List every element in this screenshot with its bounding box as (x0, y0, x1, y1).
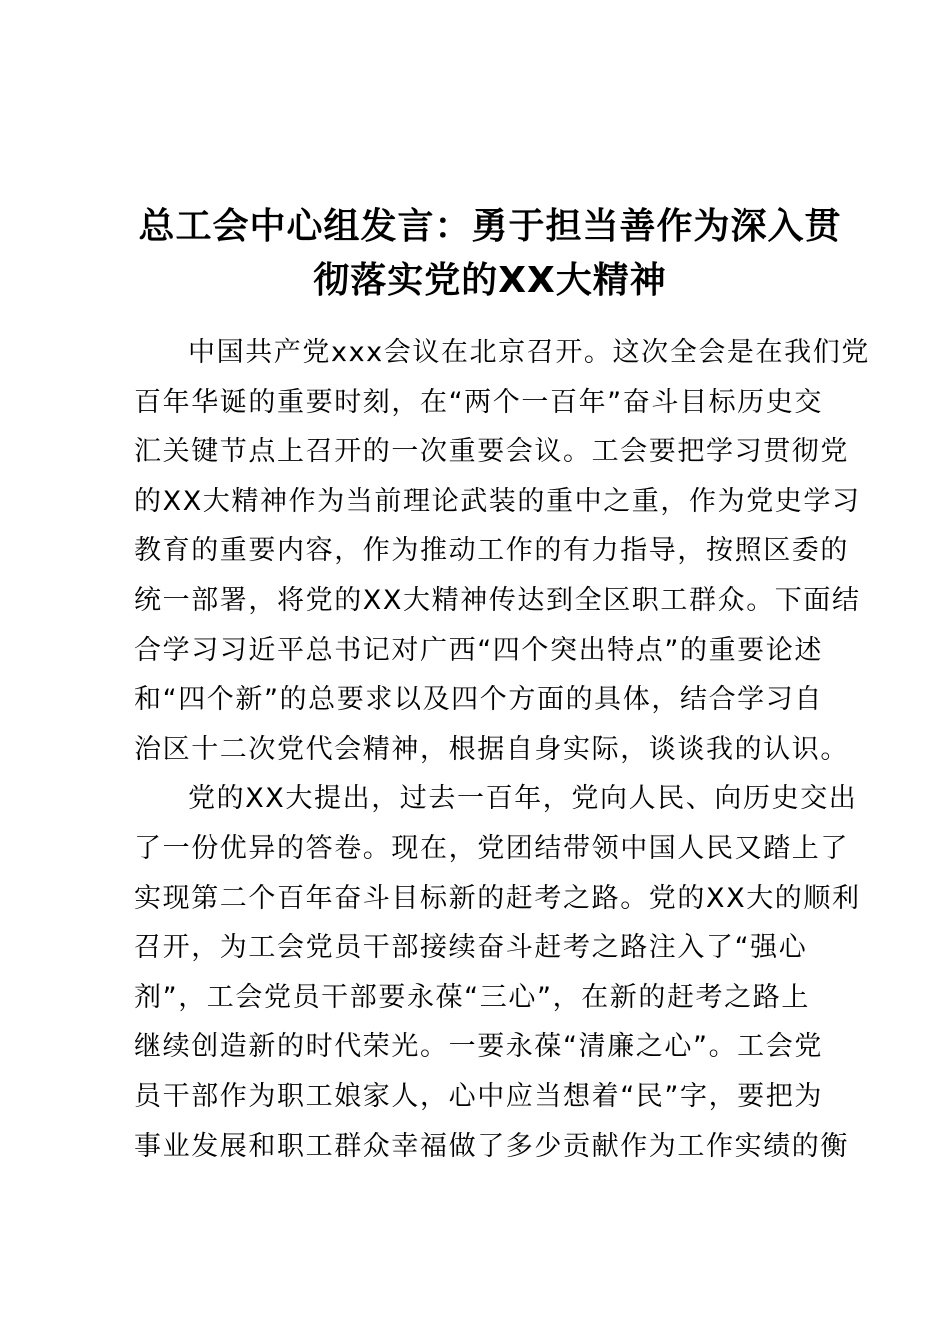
paragraph-2 (134, 774, 861, 1171)
paragraph-line: 党的XX大提出，过去一百年，党向人民、向历史交出 (188, 783, 858, 815)
document-title (130, 200, 850, 308)
paragraph-line: 治区十二次党代会精神，根据自身实际，谈谈我的认识。 (134, 733, 849, 765)
paragraph-line: 的XX大精神作为当前理论武装的重中之重，作为党史学习 (134, 485, 861, 517)
title-line-1: 总工会中心组发言：勇于担当善作为深入贯 (138, 206, 842, 247)
paragraph-line: 召开，为工会党员干部接续奋斗赶考之路注入了“强心 (134, 932, 808, 964)
paragraph-1 (134, 328, 870, 774)
paragraph-line: 员干部作为职工娘家人，心中应当想着“民”字，要把为 (134, 1080, 823, 1112)
title-line-2: 彻落实党的XX大精神 (313, 260, 667, 301)
paragraph-line: 百年华诞的重要时刻，在“两个一百年”奋斗目标历史交 (134, 386, 823, 418)
paragraph-line: 剂”，工会党员干部要永葆“三心”，在新的赶考之路上 (134, 981, 810, 1013)
document-body (134, 328, 870, 1171)
paragraph-line: 实现第二个百年奋斗目标新的赶考之路。党的XX大的顺利 (134, 882, 861, 914)
paragraph-line: 继续创造新的时代荣光。一要永葆“清廉之心”。工会党 (134, 1031, 823, 1063)
paragraph-line: 中国共产党xxx会议在北京召开。这次全会是在我们党 (188, 337, 870, 368)
paragraph-line: 教育的重要内容，作为推动工作的有力指导，按照区委的 (134, 535, 849, 567)
paragraph-line: 合学习习近平总书记对广西“四个突出特点”的重要论述 (134, 634, 823, 666)
paragraph-line: 事业发展和职工群众幸福做了多少贡献作为工作实绩的衡 (134, 1130, 849, 1162)
paragraph-line: 统一部署，将党的XX大精神传达到全区职工群众。下面结 (134, 584, 861, 616)
paragraph-line: 汇关键节点上召开的一次重要会议。工会要把学习贯彻党 (134, 436, 849, 468)
paragraph-line: 和“四个新”的总要求以及四个方面的具体，结合学习自 (134, 684, 823, 716)
paragraph-line: 了一份优异的答卷。现在，党团结带领中国人民又踏上了 (134, 832, 849, 864)
